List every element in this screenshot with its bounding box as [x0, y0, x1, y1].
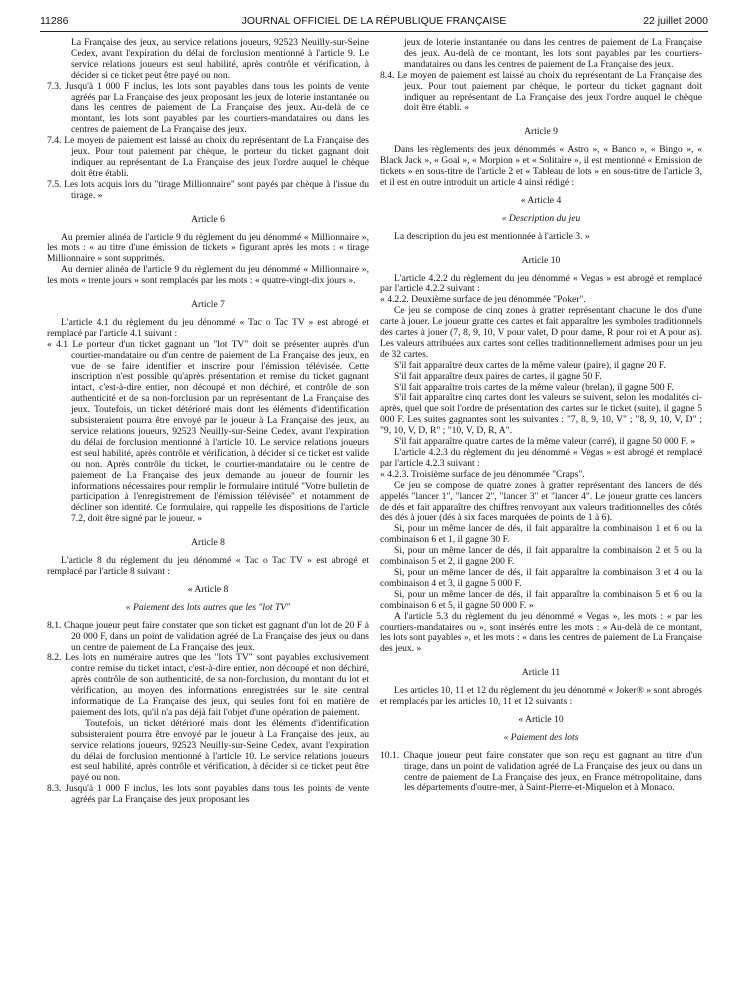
article-heading: Article 7 — [191, 299, 225, 311]
paragraph: jeux de loterie instantanée ou dans les centres de paiement de La Française des jeux. Au-delà de ce montant, les lots sont payables par les courtiers-mandataires ou dans les centres de paiement de La Française des jeux. — [404, 37, 702, 70]
paragraph: S'il fait apparaître cinq cartes dont les valeurs se suivent, selon les modalités ci-après, quel que soit l'ordre de présentation des cartes sur le ticket (suite), il gagne 5 000 F. Les suites gagnantes sont les suivantes : "7, 8, 9, 10, V" ; "8, 9, 10, V, D" ; "9, 10, V, D, R" ; "10, V, D, R, A". — [380, 392, 702, 437]
paragraph: Si, pour un même lancer de dés, il fait apparaître la combinaison 2 et 5 ou la combinaison 5 et 2, il gagne 200 F. — [380, 545, 702, 568]
paragraph: S'il fait apparaître quatre cartes de la même valeur (carré), il gagne 50 000 F. » — [394, 436, 696, 448]
paragraph: « 4.1 Le porteur d'un ticket gagnant un "lot TV" doit se présenter auprès d'un courtier-mandataire ou d'un centre de paiement de La Française des jeux, en vue de se faire identifier et inscrire pour l'émission télévisée. Cette inscription n'est possible qu'après présentation et remise du ticket gagnant intact, c'est-à-dire entier, non découpé et non déchiré, et contrôle de son authenticité et de sa non-forclusion par un représentant de La Française des jeux. Toutefois, un ticket détérioré mais dont les éléments d'identification subsisteraient pourra être envoyé par le joueur à La Française des jeux, au service relations joueurs, 92523 Neuilly-sur-Seine Cedex, avant l'expiration du délai de forclusion mentionné à l'article 10. Le service relations joueurs est seul habilité, après contrôle et vérification, à décider si ce ticket est valide ou non. Après contrôle du ticket, le courtier-mandataire ou le centre de paiement de La Française des jeux demande au joueur de fournir les informations nécessaires pour remplir le formulaire intitulé "Votre bulletin de participation à l'enregistrement de l'émission télévisée" et notamment de décliner son identité. Ce formulaire, qui rappelle les dispositions de l'article 7.2, doit être signé par le joueur. » — [47, 338, 369, 525]
page-number: 11286 — [40, 15, 69, 27]
paragraph: La description du jeu est mentionnée à l'article 3. » — [394, 230, 590, 242]
paragraph: 8.3. Jusqu'à 1 000 F inclus, les lots sont payables dans tous les points de vente agréés par La Française des jeux proposant les — [47, 783, 369, 806]
paragraph: S'il fait apparaître deux cartes de la même valeur (paire), il gagne 20 F. — [394, 359, 666, 371]
quoted-article-heading: « Article 10 — [518, 713, 564, 725]
article-subtitle: « Description du jeu — [501, 212, 581, 224]
paragraph: Les articles 10, 11 et 12 du règlement du jeu dénommé « Joker® » sont abrogés et remplacés par les articles 10, 11 et 12 suivants : — [380, 685, 702, 708]
quoted-article-heading: « Article 4 — [520, 194, 562, 206]
paragraph: S'il fait apparaître trois cartes de la même valeur (brelan), il gagne 500 F. — [394, 381, 674, 393]
paragraph: Si, pour un même lancer de dés, il fait apparaître la combinaison 5 et 6 ou la combinaison 6 et 5, il gagne 50 000 F. » — [380, 588, 702, 611]
paragraph: Au premier alinéa de l'article 9 du règlement du jeu dénommé « Millionnaire », les mots : « au titre d'une émission de tickets » figurant après les mots : « tirage Millionnaire » sont supprimés. — [47, 231, 369, 265]
paragraph: « 4.2.2. Deuxième surface de jeu dénommée "Poker". — [380, 294, 586, 306]
paragraph: L'article 4.2.3 du règlement du jeu dénommé « Vegas » est abrogé et remplacé par l'article 4.2.3 suivant : — [380, 447, 702, 469]
paragraph: 10.1. Chaque joueur peut faire constater que son reçu est gagnant au titre d'un tirage, dans un point de validation agréé de La Française des jeux ou dans un centre de paiement de La Française des jeux, en France métropolitaine, dans les départements d'outre-mer, à Saint-Pierre-et-Miquelon et à Monaco. — [380, 749, 702, 794]
paragraph: 7.3. Jusqu'à 1 000 F inclus, les lots sont payables dans tous les points de vente agréés par La Française des jeux proposant les jeux de loterie instantanée ou dans les centres de paiement de La Française des jeux. Au-delà de ce montant, les lots sont payables par les courtiers-mandataires ou dans les centres de paiement de La Française des jeux. — [47, 80, 369, 136]
left-column — [47, 38, 369, 806]
paragraph: Dans les règlements des jeux dénommés « Astro », « Banco », « Bingo », « Black Jack », « Goal », « Morpion » et « Solitaire », il est mentionné « Emission de tickets » en sous-titre de l'article 2 et « Tableau de lots » en sous-titre de l'article 3, et il est en outre introduit un article 4 ainsi rédigé : — [380, 144, 702, 188]
paragraph: La Française des jeux, au service relations joueurs, 92523 Neuilly-sur-Seine Cedex, avant l'expiration du délai de forclusion mentionné à l'article 9. Le service relations joueurs est seul habilité, après contrôle et vérification, à décider si ce ticket peut être payé ou non. — [71, 37, 369, 81]
journal-title: JOURNAL OFFICIEL DE LA RÉPUBLIQUE FRANÇAISE — [241, 15, 507, 27]
article-heading: Article 9 — [524, 126, 558, 138]
paragraph: S'il fait apparaître deux paires de cartes, il gagne 50 F. — [394, 370, 602, 382]
page-header — [40, 15, 708, 29]
article-heading: Article 8 — [191, 537, 225, 549]
paragraph: 7.4. Le moyen de paiement est laissé au choix du représentant de La Française des jeux. Pour tout paiement par chèque, le porteur du ticket gagnant doit indiquer au représentant de La Française des jeux l'ordre auquel le chèque doit être établi. — [47, 135, 369, 179]
paragraph: L'article 4.1 du règlement du jeu dénommé « Tac o Tac TV » est abrogé et remplacé par l'article 4.1 suivant : — [47, 316, 369, 339]
paragraph: A l'article 5.3 du règlement du jeu dénommé « Vegas », les mots : « par les courtiers-mandataires ou », sont insérés entre les mots : « Au-delà de ce montant, les lots sont payables », et les mots : « dans les centres de paiement de La Française des jeux. » — [380, 610, 702, 655]
paragraph: L'article 4.2.2 du règlement du jeu dénommé « Vegas » est abrogé et remplacé par l'article 4.2.2 suivant : — [380, 272, 702, 295]
paragraph: 8.4. Le moyen de paiement est laissé au choix du représentant de La Française des jeux. Pour tout paiement par chèque, le porteur du ticket gagnant doit indiquer au représentant de La Française des jeux l'ordre auquel le chèque doit être établi. » — [380, 69, 702, 114]
paragraph: 8.2. Les lots en numéraire autres que les "lots TV" sont payables exclusivement contre remise du ticket intact, c'est-à-dire entier, non découpé et non déchiré, après contrôle de son authenticité, de sa non-forclusion, du montant du lot et vérification, au moyen des informations enregistrées sur le site central informatique de La Française des jeux, qui seules font foi en matière de paiement des lots, qu'il n'a pas déjà fait l'objet d'une opération de paiement. — [47, 652, 369, 718]
right-column — [380, 38, 702, 794]
paragraph: L'article 8 du règlement du jeu dénommé « Tac o Tac TV » est abrogé et remplacé par l'article 8 suivant : — [47, 555, 369, 577]
paragraph: Si, pour un même lancer de dés, il fait apparaître la combinaison 1 et 6 ou la combinaison 6 et 1, il gagne 30 F. — [380, 523, 702, 546]
article-heading: Article 10 — [521, 254, 561, 266]
article-heading: Article 6 — [191, 213, 225, 225]
publication-date: 22 juillet 2000 — [643, 15, 708, 27]
paragraph: 7.5. Les lots acquis lors du "tirage Millionnaire" sont payés par chèque à l'issue du tirage. » — [47, 178, 369, 201]
paragraph: Ce jeu se compose de quatre zones à gratter représentant des lancers de dés appelés "lancer 1", "lancer 2", "lancer 3" et "lancer 4". Le joueur gratte ces lancers de dés et fait apparaître des chiffres renvoyant aux valeurs traditionnelles des côtés des dés à jouer (dés à six faces marquées de points de 1 à 6). — [380, 479, 702, 524]
paragraph: Au dernier alinéa de l'article 9 du règlement du jeu dénommé « Millionnaire », les mots « trente jours » sont remplacés par les mots : « quatre-vingt-dix jours ». — [47, 264, 369, 287]
article-heading: Article 11 — [521, 667, 561, 679]
quoted-article-heading: « Article 8 — [187, 583, 229, 595]
article-subtitle: « Paiement des lots — [503, 731, 579, 743]
paragraph: Si, pour un même lancer de dés, il fait apparaître la combinaison 3 et 4 ou la combinaison 4 et 3, il gagne 5 000 F. — [380, 566, 702, 589]
header-rule — [40, 31, 708, 32]
paragraph: Ce jeu se compose de cinq zones à gratter représentant chacune le dos d'une carte à jouer. Le joueur gratte ces cartes et fait apparaître les symboles traditionnels des cartes à jouer (7, 8, 9, 10, V pour valet, D pour dame, R pour roi et A pour as). Les valeurs attribuées aux cartes sont celles traditionnellement admises pour un jeu de 32 cartes. — [380, 305, 702, 360]
paragraph: 8.1. Chaque joueur peut faire constater que son ticket est gagnant d'un lot de 20 F à 20 000 F, dans un point de validation agréé de La Française des jeux ou dans un centre de paiement de La Française des jeux. — [47, 619, 369, 653]
paragraph: Toutefois, un ticket détérioré mais dont les éléments d'identification subsisteraient pourra être envoyé par le joueur à La Française des jeux, au service relations joueurs, 92523 Neuilly-sur-Seine Cedex, avant l'expiration du délai de forclusion mentionné à l'article 10. Le service relations joueurs est seul habilité, après contrôle et vérification, à décider si ce ticket peut être payé ou non. — [71, 717, 369, 784]
paragraph: « 4.2.3. Troisième surface de jeu dénommée "Craps". — [380, 468, 585, 480]
article-subtitle: « Paiement des lots autres que les "lot TV" — [125, 601, 291, 613]
